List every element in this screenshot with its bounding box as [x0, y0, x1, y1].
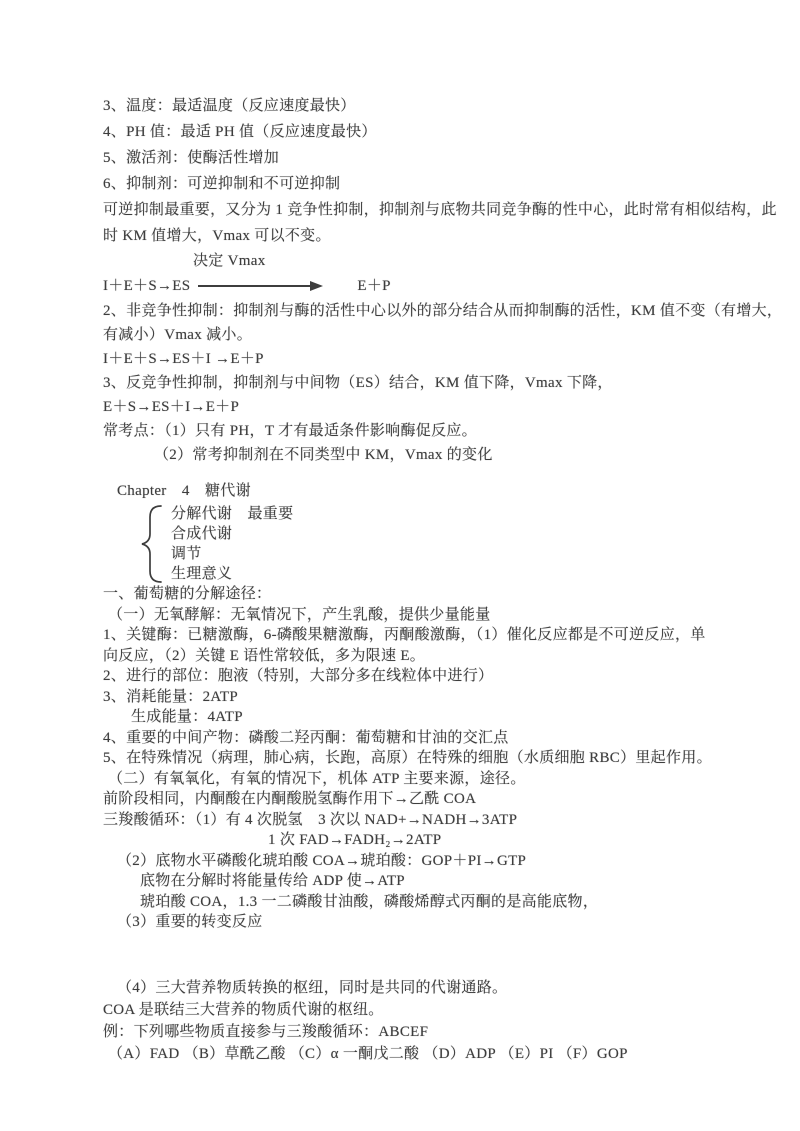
right-arrow-icon: [198, 281, 323, 291]
chapter-heading: Chapter 4 糖代谢: [117, 483, 251, 499]
text-line: （一）无氧酵解：无氧情况下，产生乳酸，提供少量能量: [108, 606, 491, 623]
text-line: 1、关键酶：已糖激酶，6-磷酸果糖激酶，丙酮酸激酶，（1）催化反应都是不可逆反应，单: [103, 627, 706, 643]
section-inhibition-types: [103, 299, 783, 467]
outline-item: 分解代谢 最重要: [171, 506, 294, 522]
text-line: （二）有氧氧化，有氧的情况下，机体 ATP 主要来源，途径。: [108, 770, 526, 787]
text-line: 琥珀酸 COA，1.3 一二磷酸甘油酸，磷酸烯醇式丙酮的是高能底物，: [140, 893, 599, 910]
text-line: COA 是联结三大营养的物质代谢的枢纽。: [103, 1001, 384, 1018]
text-line: 三羧酸循环：（1）有 4 次脱氢 3 次以 NAD+→NADH→3ATP: [103, 811, 518, 828]
reaction-diagram: [103, 249, 770, 299]
text-line: 5、激活剂：使酶活性增加: [103, 150, 280, 166]
text-line: （3）重要的转变反应: [117, 914, 263, 930]
chapter-outline: [139, 504, 770, 584]
text-line: 例：下列哪些物质直接参与三羧酸循环：ABCEF: [103, 1023, 429, 1040]
reaction-right-formula: E＋P: [357, 278, 391, 294]
text-line: 4、重要的中间产物：磷酸二羟丙酮：葡萄糖和甘油的交汇点: [103, 729, 509, 746]
blank-gap: [103, 933, 770, 977]
text-line: 可逆抑制最重要，又分为 1 竞争性抑制，抑制剂与底物共同竞争酶的性中心，此时常有相似结构，此: [103, 202, 777, 218]
reaction-left-formula: I＋E＋S→ES: [103, 278, 191, 294]
text-line: 4、PH 值：最适 PH 值（反应速度最快）: [103, 124, 377, 140]
text-line: 一、葡萄糖的分解途径：: [103, 586, 272, 602]
section-enzyme-factors: [103, 93, 777, 249]
curly-brace-icon: [139, 504, 165, 584]
section-glucose-metabolism: [103, 584, 770, 933]
text-line: I＋E＋S→ES＋I →E＋P: [103, 351, 264, 367]
text-line: （2）底物水平磷酸化琥珀酸 COA→琥珀酸：GOP＋PI→GTP: [117, 852, 527, 869]
section-metabolic-hub: [103, 977, 770, 1065]
text-line: 6、抑制剂：可逆抑制和不可逆抑制: [103, 176, 341, 192]
text-line: （A）FAD （B）草酰乙酸 （C）α 一酮戊二酸 （D）ADP （E）PI （F）GOP: [108, 1045, 628, 1062]
text-line: （4）三大营养物质转换的枢纽，同时是共同的代谢通路。: [117, 979, 508, 996]
text-line: 1 次 FAD→FADH₂→2ATP: [268, 832, 442, 848]
text-line: （2）常考抑制剂在不同类型中 KM，Vmax 的变化: [154, 447, 493, 463]
text-line: 5、在特殊情况（病理，肺心病，长跑，高原）在特殊的细胞（水质细胞 RBC）里起作用。: [103, 750, 712, 766]
text-line: 向反应，（2）关键 E 语性常较低，多为限速 E。: [103, 647, 426, 664]
text-line: 2、非竞争性抑制：抑制剂与酶的活性中心以外的部分结合从而抑制酶的活性，KM 值不变（有增大，: [103, 303, 783, 319]
text-line: 2、进行的部位：胞液（特别，大部分多在线粒体中进行）: [103, 668, 494, 684]
text-line: 3、消耗能量：2ATP: [103, 688, 238, 705]
outline-item: 合成代谢: [171, 526, 233, 542]
text-line: 3、温度：最适温度（反应速度最快）: [103, 98, 356, 114]
text-line: 生成能量：4ATP: [131, 709, 243, 725]
text-line: 有减小）Vmax 减小。: [103, 327, 253, 343]
outline-item: 生理意义: [171, 566, 233, 582]
text-line: 前阶段相同，内酮酸在内酮酸脱氢酶作用下→乙酰 COA: [103, 791, 477, 807]
text-line: 常考点：（1）只有 PH，T 才有最适条件影响酶促反应。: [103, 423, 477, 439]
outline-items: [171, 504, 293, 584]
reaction-arrow-label: 决定 Vmax: [193, 253, 266, 269]
outline-item: 调节: [171, 546, 202, 562]
text-line: 3、反竞争性抑制，抑制剂与中间物（ES）结合，KM 值下降，Vmax 下降，: [103, 375, 613, 391]
text-line: 底物在分解时将能量传给 ADP 使→ATP: [140, 873, 405, 889]
text-line: E＋S→ES＋I→E＋P: [103, 399, 240, 415]
text-line: 时 KM 值增大，Vmax 可以不变。: [103, 228, 331, 244]
